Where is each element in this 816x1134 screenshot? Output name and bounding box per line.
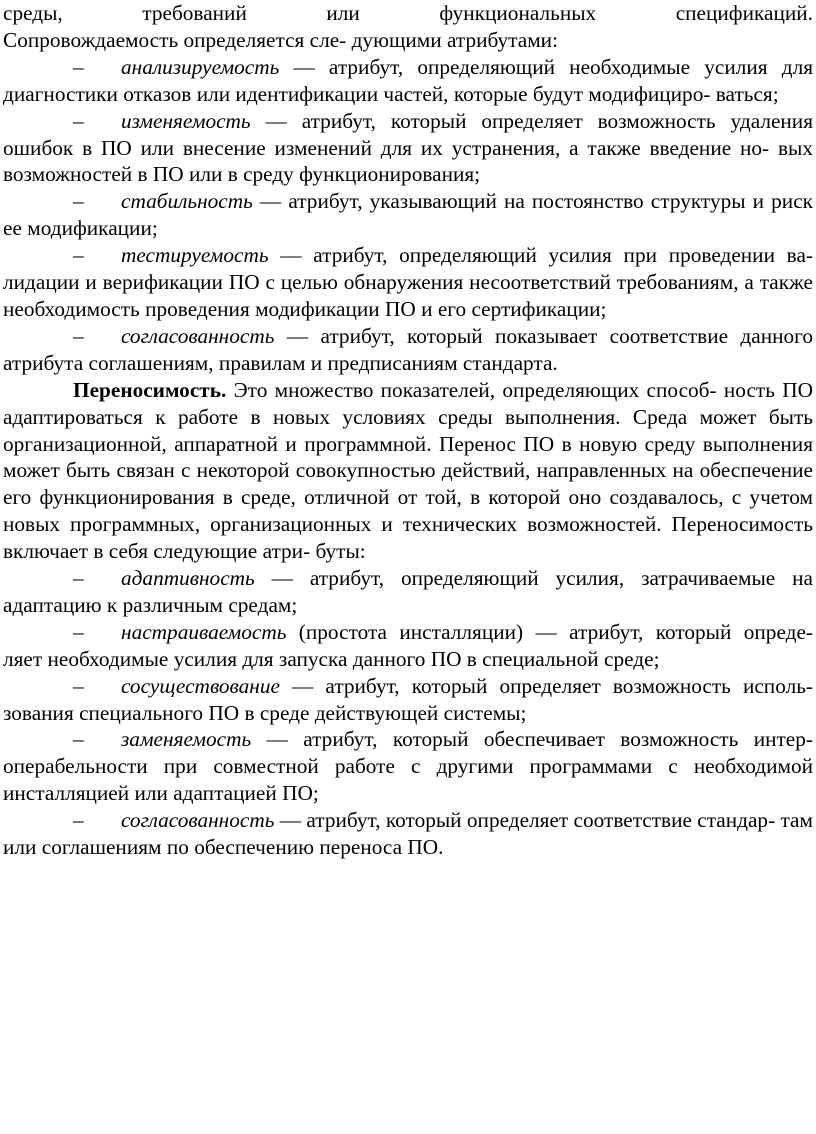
list-dash: – — [73, 808, 84, 833]
document-page — [3, 0, 813, 861]
definition-text: — атрибут, который определяет возможность удаления ошибок в ПО или внесение изменений для их устранения, а также введение но- вых возможностей в ПО или в среду функционирования; — [3, 108, 813, 187]
definition-text: — атрибут, который определяет соответствие стандар- там или соглашениям по обеспечению переноса ПО. — [3, 808, 813, 860]
definition-text: — атрибут, который определяет возможность исполь- зования специального ПО в среде действующей системы; — [3, 673, 813, 725]
list-item-coexistence — [3, 673, 813, 727]
list-item-installability — [3, 619, 813, 673]
term-italic: согласованность — [121, 323, 275, 348]
portability-text: Это множество показателей, определяющих способ- ность ПО адаптироваться к работе в новых условиях среды выполнения. Среда может быть организационной, аппаратной и программной. Перенос ПО в новую среду выполнения может быть связан с некоторой совокупностью действий, направленных на обеспечение его функционирования в среде, отличной от той, в которой оно создавалось, с учетом новых программных, организационных и технических возможностей. Переносимость включает в себя следующие атри- буты: — [3, 377, 813, 564]
list-item-compliance — [3, 323, 813, 377]
definition-text: — атрибут, который показывает соответствие данного атрибута соглашениям, правилам и предписаниям стандарта. — [3, 323, 813, 375]
definition-text: — атрибут, который обеспечивает возможность интер- операбельности при совместной работе с другими программами с необходимой инсталляцией или адаптацией ПО; — [3, 727, 813, 806]
list-item-portability-compliance — [3, 807, 813, 861]
term-italic: настраиваемость — [121, 619, 287, 644]
list-item-stability — [3, 188, 813, 242]
definition-text: — атрибут, указывающий на постоянство структуры и риск ее модификации; — [3, 189, 813, 241]
list-dash: – — [73, 673, 84, 698]
definition-text: — атрибут, определяющий необходимые усилия для диагностики отказов или идентификации частей, которые будут модифициро- ваться; — [3, 54, 813, 106]
list-dash: – — [73, 243, 84, 268]
list-item-testability — [3, 242, 813, 323]
list-dash: – — [73, 323, 84, 348]
definition-text: (простота инсталляции) — атрибут, который опреде- ляет необходимые усилия для запуска данного ПО в специальной среде; — [3, 619, 813, 671]
term-italic: адаптивность — [121, 566, 255, 591]
list-item-adaptability — [3, 565, 813, 619]
term-italic: заменяемость — [121, 727, 252, 752]
portability-paragraph — [3, 377, 813, 565]
list-dash: – — [73, 54, 84, 79]
term-italic: согласованность — [121, 808, 275, 833]
definition-text: — атрибут, определяющий усилия, затрачиваемые на адаптацию к различным средам; — [3, 566, 813, 617]
list-item-analyzability — [3, 54, 813, 108]
list-dash: – — [73, 727, 84, 752]
list-dash: – — [73, 566, 84, 591]
term-italic: анализируемость — [121, 54, 280, 79]
intro-line-2: Сопровождаемость определяется сле- дующими атрибутами: — [3, 27, 558, 52]
definition-text: — атрибут, определяющий усилия при проведении ва- лидации и верификации ПО с целью обнаружения несоответствий требованиям, а также необходимость проведения модификации ПО и его сертификации; — [3, 243, 813, 321]
list-dash: – — [73, 108, 84, 133]
list-dash: – — [73, 619, 84, 644]
term-italic: изменяемость — [121, 108, 251, 133]
list-item-replaceability — [3, 726, 813, 807]
list-dash: – — [73, 189, 84, 214]
term-italic: сосуществование — [121, 673, 280, 698]
list-item-changeability — [3, 108, 813, 189]
term-italic: тестируемость — [121, 243, 269, 268]
portability-heading: Переносимость. — [73, 377, 227, 402]
term-italic: стабильность — [121, 189, 253, 214]
intro-line-1: среды, требований или функциональных спецификаций. — [3, 1, 813, 25]
